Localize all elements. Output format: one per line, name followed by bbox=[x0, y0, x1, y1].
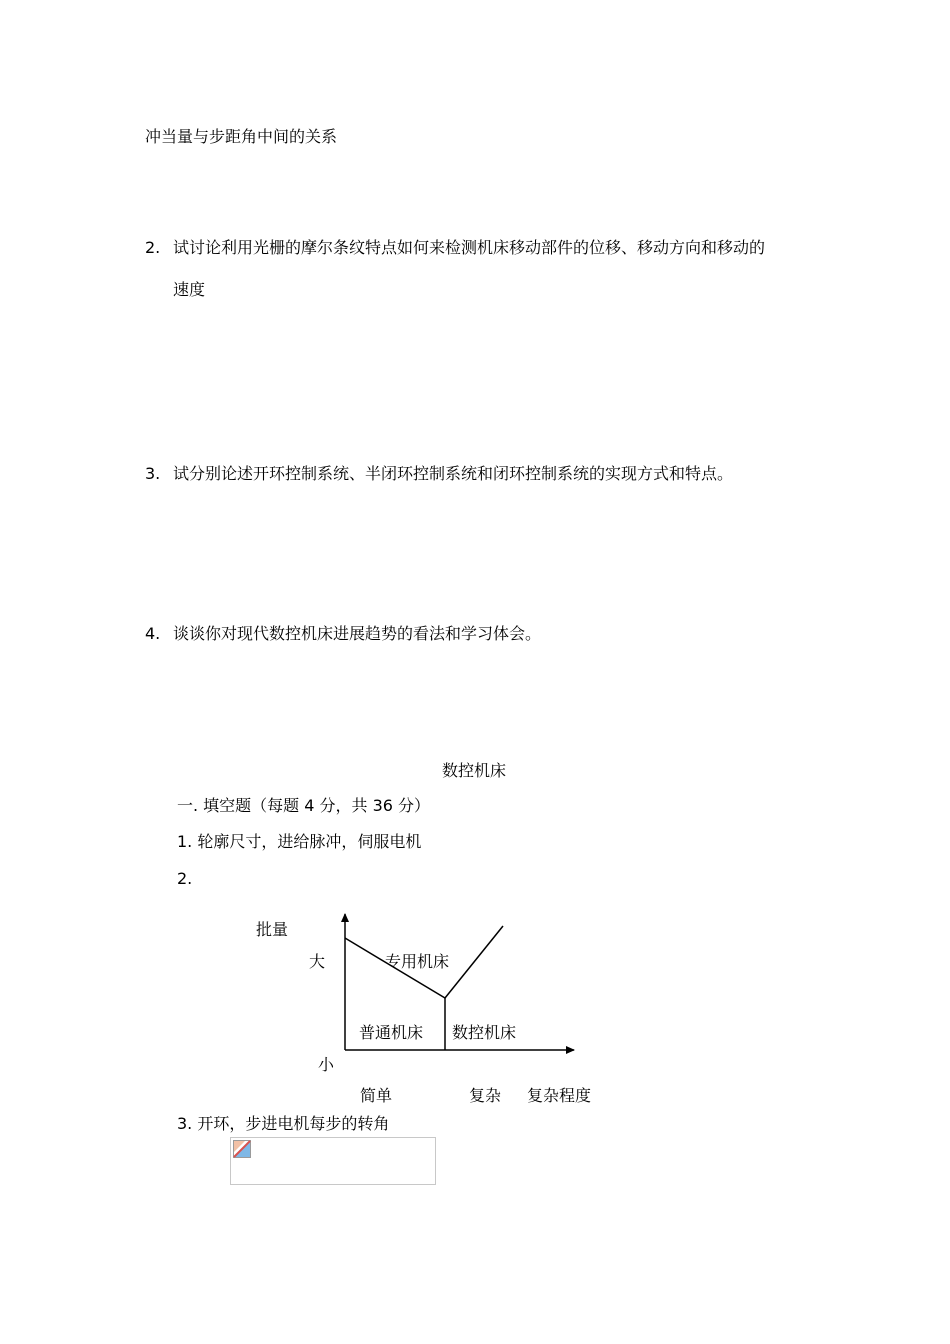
question-2-line-2: 速度 bbox=[173, 280, 206, 299]
x-axis-label: 复杂程度 bbox=[527, 1086, 592, 1105]
question-3-number: 3. bbox=[145, 464, 161, 483]
answer-3: 3. 开环，步进电机每步的转角 bbox=[177, 1114, 390, 1133]
question-3-text: 试分别论述开环控制系统、半闭环控制系统和闭环控制系统的实现方式和特点。 bbox=[173, 464, 734, 483]
answer-2: 2. bbox=[177, 869, 193, 888]
question-4-number: 4. bbox=[145, 624, 161, 643]
cnc-upper-boundary bbox=[445, 926, 503, 998]
region-cnc-label: 数控机床 bbox=[452, 1023, 517, 1042]
question-2-number: 2. bbox=[145, 238, 161, 257]
y-low-label: 小 bbox=[318, 1055, 335, 1074]
y-high-label: 大 bbox=[309, 952, 326, 971]
answer-title: 数控机床 bbox=[442, 761, 507, 780]
region-general-label: 普通机床 bbox=[359, 1023, 424, 1042]
answer-1: 1. 轮廓尺寸，进给脉冲，伺服电机 bbox=[177, 832, 422, 851]
broken-image-icon bbox=[233, 1140, 251, 1158]
section-1-heading: 一. 填空题（每题 4 分，共 36 分） bbox=[177, 796, 431, 815]
broken-image-placeholder bbox=[230, 1137, 436, 1185]
y-axis-label: 批量 bbox=[256, 920, 289, 939]
x-simple-label: 简单 bbox=[360, 1086, 393, 1105]
x-complex-label: 复杂 bbox=[469, 1086, 502, 1105]
question-4-text: 谈谈你对现代数控机床进展趋势的看法和学习体会。 bbox=[173, 624, 542, 643]
question-2-line-1: 试讨论利用光栅的摩尔条纹特点如何来检测机床移动部件的位移、移动方向和移动的 bbox=[173, 238, 766, 257]
region-special-label: 专用机床 bbox=[385, 952, 450, 971]
question-1-tail: 冲当量与步距角中间的关系 bbox=[145, 127, 338, 146]
